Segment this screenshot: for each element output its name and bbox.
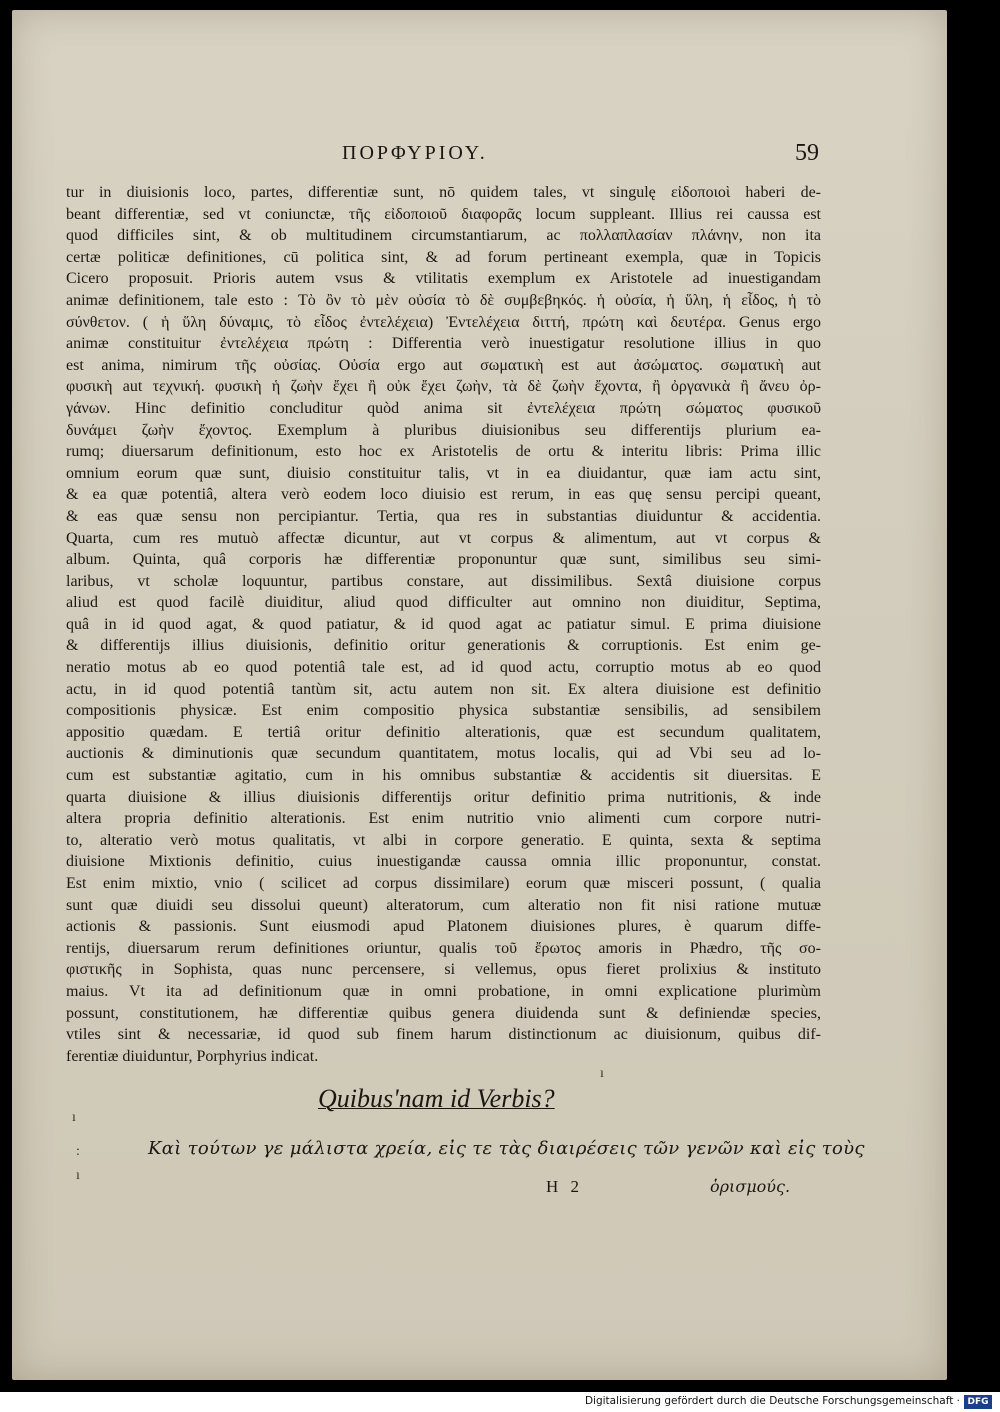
text-line: to, alteratio verò motus qualitatis, vt albi in corpore generatio. E quinta, sexta & septima	[66, 831, 821, 849]
text-line: maius. Vt ita ad definitionum quæ in omni probatione, in omni explicatione plurimùm	[66, 982, 821, 1000]
footer-bar	[0, 1392, 1000, 1412]
section-heading: Quibus'nam id Verbis?	[318, 1084, 555, 1113]
text-line: diuisione Mixtionis definitio, cuius inuestigandæ caussa omnia illic proponuntur, constat.	[66, 853, 821, 871]
text-line: ferentiæ diuiduntur, Porphyrius indicat.	[66, 1047, 319, 1065]
running-head: ΠΟΡΦΥΡΙΟΥ.	[342, 142, 488, 164]
text-line: rentijs, diuersarum rerum definitiones oriuntur, qualis τοῦ ἔρωτος amoris in Phædro, τῆς σο-	[66, 939, 821, 957]
text-line: animæ constituitur ἐντελέχεια πρώτη : Differentia verò inuestigatur resolutione illius in quo	[66, 335, 821, 353]
text-line: quâ in id quod agat, & quod patiatur, & id quod agat ac patiatur simul. E prima diuisione	[66, 615, 821, 633]
text-line: compositionis physicæ. Est enim compositio physica substantiæ sensibilis, ad sensibilem	[66, 702, 821, 720]
greek-quote: Καὶ τούτων γε μάλιστα χρεία, εἰς τε τὰς διαιρέσεις τῶν γενῶν καὶ εἰς τοὺς	[148, 1138, 865, 1159]
margin-mark: ı	[76, 1168, 80, 1183]
text-line: possunt, constitutionem, hæ differentiæ quibus genera diuidenda sunt & definiendæ species,	[66, 1004, 821, 1022]
text-line: laribus, vt scholæ loquuntur, partibus constare, aut dissimilibus. Sextâ diuisione corpus	[66, 572, 821, 590]
text-line: vtiles sint & necessariæ, id quod sub finem harum distinctionum ac diuisionum, quibus dif-	[66, 1026, 821, 1044]
catchword: ὁρισμούς.	[710, 1177, 791, 1196]
text-line: Quarta, cum res mutuò affectæ dicuntur, aut vt corpus & alimentum, aut vt corpus &	[66, 529, 821, 547]
text-line: γάνων. Hinc definitio concluditur quòd anima sit ἐντελέχεια πρώτη σώματος φυσικοῦ	[66, 399, 821, 417]
margin-mark: ı	[72, 1110, 76, 1125]
text-line: δυνάμει ζωὴν ἔχοντος. Exemplum à pluribus diuisionibus seu differentijs plurium ea-	[66, 421, 821, 439]
text-line: & eas quæ sensu non percipiantur. Tertia, qua res in substantias diuiduntur & accidentia.	[66, 507, 821, 525]
text-line: aliud est quod facilè diuiditur, aliud quod difficulter aut omnino non diuiditur, Septima,	[66, 594, 821, 612]
text-line: quod difficiles sint, & ob multitudinem circumstantiarum, ac πολλαπλασίαν πλάνην, non ita	[66, 227, 821, 245]
text-line: altera propria definitio alterationis. Est enim nutritio vnio alimenti cum corpore nutri-	[66, 810, 821, 828]
body-text	[66, 182, 821, 1067]
page-header	[12, 142, 947, 172]
text-line: rumq; diuersarum definitionum, esto hoc ex Aristotelis de ortu & interitu libris: Prima illic	[66, 443, 821, 461]
text-line: auctionis & diminutionis quæ secundum quantitatem, motus localis, qui ad Vbi seu ad lo-	[66, 745, 821, 763]
text-line: omnium eorum quæ sunt, diuisio constituitur talis, vt in ea diuidantur, quæ iam actu sint,	[66, 464, 821, 482]
text-line: sunt quæ diuidi seu dissolui queunt) alteratorum, cum alteratio non fit nisi ratione mutuæ	[66, 896, 821, 914]
text-line: Cicero proposuit. Prioris autem vsus & vtilitatis exemplum ex Aristotele ad inuestigandam	[66, 270, 821, 288]
text-line: album. Quinta, quâ corporis hæ differentiæ proponuntur quæ sunt, similibus seu simi-	[66, 551, 821, 569]
text-line: Est enim mixtio, vnio ( scilicet ad corpus dissimilare) eorum quæ misceri possunt, ( qualia	[66, 875, 821, 892]
text-line: quarta diuisione & illius diuisionis differentijs oritur definitio prima nutritionis, & inde	[66, 788, 821, 806]
text-line: tur in diuisionis loco, partes, differentiæ sunt, nō quidem tales, vt singulę εἰδοποιοὶ haberi de-	[66, 184, 821, 201]
text-line: neratio motus ab eo quod potentiâ tale est, ad id quod actu, corruptio motus ab eo quod	[66, 659, 821, 677]
page-number: 59	[795, 140, 819, 166]
signature-mark: H 2	[546, 1177, 584, 1196]
text-line: actionis & passionis. Sunt eiusmodi apud Platonem diuisiones plures, è quarum diffe-	[66, 918, 821, 936]
text-line: cum est substantiæ agitatio, cum in his omnibus substantiæ & accidentis sit diuersitas. E	[66, 767, 821, 785]
footer-credit: Digitalisierung gefördert durch die Deutsche Forschungsgemeinschaft ·	[584, 1395, 960, 1407]
margin-mark: :	[76, 1144, 80, 1159]
text-line: σύνθετον. ( ἡ ὕλη δύναμις, τὸ εἶδος ἐντελέχεια) Ἐντελέχεια διττή, πρώτη καὶ δευτέρα. Genus ergo	[66, 313, 821, 331]
text-line: est anima, nimirum τῆς οὐσίας. Οὐσία ergo aut σωματικὴ est aut ἀσώματος. σωματικὴ aut	[66, 356, 821, 374]
text-line: beant differentiæ, sed vt coniunctæ, τῆς εἰδοποιοῦ διαφορᾶς locum suppleant. Illius rei caussa est	[66, 205, 821, 223]
text-line: & differentijs illius diuisionis, definitio oritur generationis & corruptionis. Est enim ge-	[66, 637, 821, 655]
dfg-logo: DFG	[964, 1395, 992, 1409]
text-line: animæ definitionem, tale esto : Τὸ ὂν τὸ μὲν οὐσία τὸ δὲ συμβεβηκός. ἡ οὐσία, ἡ ὕλη, ἡ εἶδος, ἡ τὸ	[66, 291, 821, 309]
text-line: actu, in id quod potentiâ tantùm sit, actu autem non sit. Ex altera diuisione est definitio	[66, 680, 821, 698]
text-line: φυσικὴ aut τεχνική. φυσικὴ ἡ ζωὴν ἔχει ἢ οὐκ ἔχει ζωὴν, τὰ δὲ ζωὴν ἔχοντα, ἢ ὀργανικὰ ἢ ἄνευ ὀρ-	[66, 378, 821, 396]
text-line: certæ politicæ definitiones, cū politica sint, & ad forum pertineant exempla, quæ in Topicis	[66, 248, 821, 266]
book-page	[12, 10, 947, 1380]
margin-mark: ı	[600, 1066, 604, 1081]
text-line: & ea quæ potentiâ, altera verò eodem loco diuisio est rerum, in eas quę sensu percipi queant,	[66, 486, 821, 504]
text-line: φιστικῆς in Sophista, quas nunc percensere, si vellemus, opus fieret prolixius & instituto	[66, 961, 821, 979]
text-line: appositio quædam. E tertiâ oritur definitio alterationis, quæ est secundum qualitatem,	[66, 723, 821, 741]
